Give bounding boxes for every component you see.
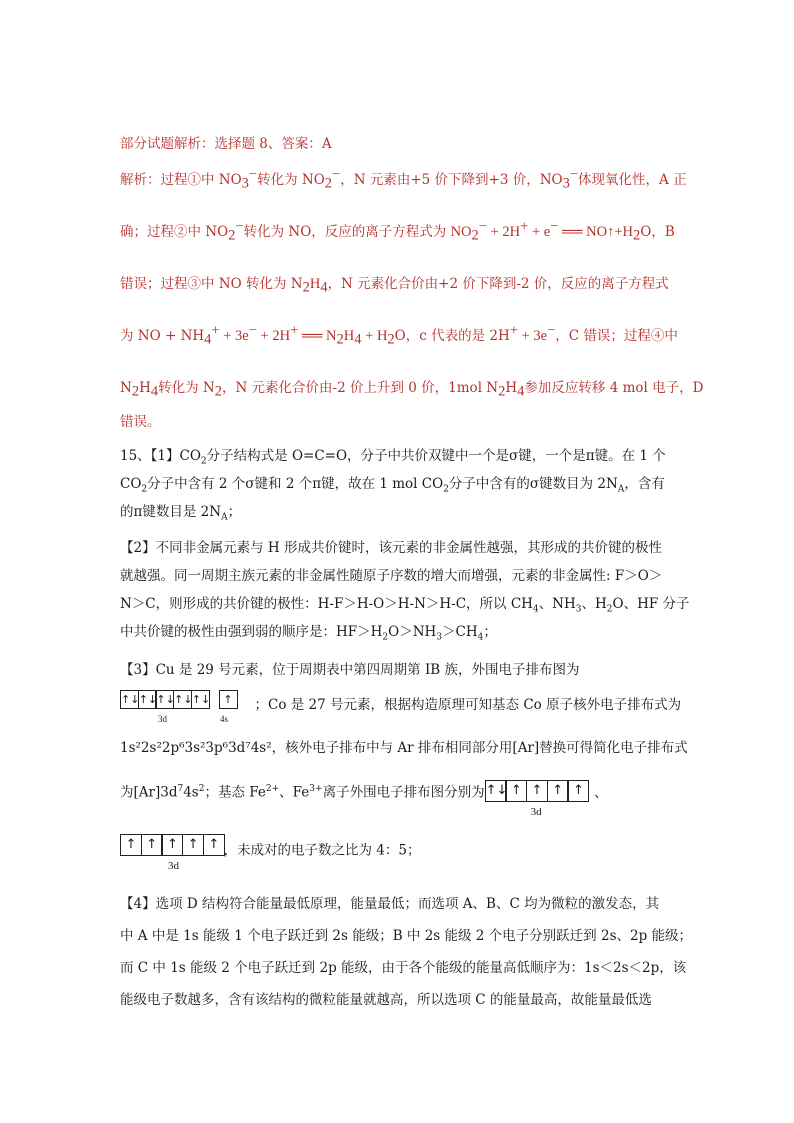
text: ；Co 是 27 号元素，根据构造原理可知基态 Co 原子核外电子排布式为 xyxy=(254,696,682,713)
equation: ══ NO↑+H xyxy=(558,224,634,240)
text: H xyxy=(309,276,321,292)
text: 中 A 中是 1s 能级 1 个电子跃迁到 2s 能级；B 中 2s 能级 2 个电子分别跃迁到 2s、2p 能级； xyxy=(120,928,693,944)
answer-heading xyxy=(120,134,332,154)
text: 为 NO + NH xyxy=(120,328,205,344)
q15-part3-line-3 xyxy=(120,738,688,758)
text: ，N 元素化合价由+2 价下降到-2 价，反应的离子方程式 xyxy=(327,276,669,292)
equation: + 2H xyxy=(256,328,291,344)
orbital-box: ↑↓ xyxy=(155,690,174,709)
analysis-line-6 xyxy=(120,412,161,432)
text: 错误；过程③中 NO 转化为 N xyxy=(120,276,303,292)
orbital-label: 3d xyxy=(530,806,542,818)
text: 【2】不同非金属元素与 H 形成共价键时，该元素的非金属性越强，其形成的共价键的极性 xyxy=(120,540,662,556)
text: H xyxy=(139,380,151,396)
analysis-line-1: 解析：过程①中 $NO_3^-$转化为 $NO_2^-$，N 元素由+5 价下降到+3 价，$NO_3^-$体现氧化性，A 正 xyxy=(120,166,687,192)
text: 解析：过程①中 NO xyxy=(120,172,242,188)
superscript: 3+ xyxy=(309,784,323,794)
text: O，c 代表的是 2H xyxy=(394,328,510,344)
text: 、H xyxy=(581,596,607,612)
equation: ══ N xyxy=(298,328,337,344)
text: 而 C 中 1s 能级 2 个电子跃迁到 2p 能级，由于各个能级的能量高低顺序为：1s＜2s＜2p，该 xyxy=(120,960,687,976)
text: ；基态 Fe xyxy=(204,784,266,801)
orbital-box: ↑ xyxy=(505,780,527,802)
orbital-box: ↑↓ xyxy=(191,690,210,709)
q15-part2-line-2 xyxy=(120,566,662,586)
text: ，N 元素由+5 价下降到+3 价，NO xyxy=(340,172,563,188)
orbital-box: ↑ xyxy=(567,780,589,802)
text: 、NH xyxy=(538,596,576,612)
equation: + H xyxy=(361,328,388,344)
cu-orbital-diagram xyxy=(120,690,236,724)
text: 【3】Cu 是 29 号元素，位于周期表中第四周期第 IB 族，外围电子排布图为 xyxy=(120,662,580,678)
text: N＞C，则形成的共价键的极性：H-F＞H-O＞H-N＞H-C，所以 CH xyxy=(120,596,533,612)
text: ，含有 xyxy=(624,476,665,492)
orbital-box: ↑ xyxy=(161,834,183,856)
equation: + 2H xyxy=(486,224,521,240)
text: O、HF 分子 xyxy=(612,596,690,612)
q15-part1-line-2: $CO_2$分子中含有 2 个σ键和 2 个π键，故在 1 mol $CO_2$分子中含有的σ键数目为 $2N_A$，含有 xyxy=(120,476,665,495)
answer-heading-text: 部分试题解析：选择题 8、答案：A xyxy=(120,136,332,152)
orbital-box: ↑↓ xyxy=(173,690,192,709)
text: ，N 元素化合价由-2 价上升到 0 价，1mol N xyxy=(221,380,499,396)
orbital-label: 3d xyxy=(168,860,179,872)
text: 离子外围电子排布图分别为 xyxy=(322,784,485,801)
equation: + 3e xyxy=(219,328,249,344)
superscript: 2 xyxy=(198,784,205,794)
text: 转化为 NO xyxy=(257,172,325,188)
fe2-orbital-diagram xyxy=(485,780,589,818)
q15-part2-line-3: N＞C，则形成的共价键的极性：H-F＞H-O＞H-N＞H-C，所以 $CH_4$、$NH_3$、$H_2O$、HF 分子 xyxy=(120,596,690,615)
text: 确；过程②中 NO xyxy=(120,224,229,240)
analysis-line-2: 确；过程②中 $NO_2^-$转化为 NO，反应的离子方程式为 $NO_2^- + 2H^+ + e^-$ ══ $NO↑+H_2O$，B xyxy=(120,218,675,244)
q15-part3-line-5 xyxy=(120,834,421,870)
orbital-box: ↑ xyxy=(120,834,142,856)
analysis-line-5: $N_2H_4$转化为 $N_2$，N 元素化合价由-2 价上升到 0 价，1mol $N_2H_4$参加反应转移 4 mol 电子，D xyxy=(120,380,704,400)
text: 4s xyxy=(183,784,199,801)
q15-part3-line-1 xyxy=(120,660,580,680)
q15-part3-line-4 xyxy=(120,776,608,818)
q15-part2-line-4: 中共价键的极性由强到弱的顺序是：$HF>H_2O>NH_3>CH_4$； xyxy=(120,624,497,643)
text: 中共价键的极性由强到弱的顺序是：HF＞H xyxy=(120,624,383,640)
text: ，C 错误；过程④中 xyxy=(555,328,678,344)
text: 错误。 xyxy=(120,414,161,430)
superscript: 2+ xyxy=(265,784,280,794)
q15-part1-line-1: 15、【1】$CO_2$分子结构式是 O=C=O，分子中共价双键中一个是σ键，一个是π键。在 1 个 xyxy=(120,448,666,467)
text: ＞CH xyxy=(442,624,478,640)
orbital-box: ↑ xyxy=(182,834,204,856)
analysis-line-4: 为 NO + $NH_4^+ + 3e^- + 2H^+$ ══ $N_2H_4 + H_2O$，c 代表的是 2H+ + 3e−，C 错误；过程④中 xyxy=(120,322,678,348)
equation: + 3e xyxy=(517,328,548,344)
text: 转化为 N xyxy=(158,380,215,396)
orbital-box: ↑↓ xyxy=(485,780,507,802)
subscript: A xyxy=(617,484,625,495)
text: ，未成对的电子数之比为 4：5； xyxy=(223,842,421,859)
analysis-line-3: 错误；过程③中 NO 转化为 $N_2H_4$，N 元素化合价由+2 价下降到-2 价，反应的离子方程式 xyxy=(120,276,669,296)
text: 分子结构式是 O=C=O，分子中共价双键中一个是σ键，一个是π键。在 1 个 xyxy=(206,448,666,464)
orbital-box: ↑ xyxy=(547,780,569,802)
orbital-box: ↑↓ xyxy=(120,690,139,709)
text: 的π键数目是 2N xyxy=(120,504,222,520)
text: ； xyxy=(483,624,497,640)
orbital-box: ↑ xyxy=(203,834,225,856)
text: 【4】选项 D 结构符合能量最低原理，能量最低；而选项 A、B、C 均为微粒的激发态，其 xyxy=(120,896,660,912)
text: 转化为 NO，反应的离子方程式为 xyxy=(243,224,451,240)
text: O，B xyxy=(640,224,675,240)
superscript: 7 xyxy=(177,784,184,794)
orbital-box: ↑↓ xyxy=(138,690,157,709)
text: 能级电子数越多，含有该结构的微粒能量就越高，所以选项 C 的能量最高，故能量最低选 xyxy=(120,992,652,1008)
equation: + e xyxy=(528,224,551,240)
orbital-box: ↑ xyxy=(141,834,163,856)
orbital-box: ↑ xyxy=(219,690,238,709)
q15-part4-line-1 xyxy=(120,894,659,914)
equation: NO xyxy=(450,224,472,240)
text: ； xyxy=(227,504,242,520)
orbital-label: 3d xyxy=(158,714,167,724)
orbital-box: ↑ xyxy=(526,780,548,802)
text: O＞NH xyxy=(388,624,437,640)
text: 分子中含有的σ键数目为 2N xyxy=(448,476,618,492)
q15-part2-line-1 xyxy=(120,538,662,558)
subscript: A xyxy=(221,512,228,523)
text: 体现氧化性，A 正 xyxy=(578,172,687,188)
text: 就越强。同一周期主族元素的非金属性随原子序数的增大而增强，元素的非金属性: F＞O＞ xyxy=(120,568,663,584)
fe3-orbital-diagram xyxy=(120,834,224,872)
q15-part4-line-3 xyxy=(120,958,686,978)
text: H xyxy=(505,380,518,396)
q15-part1-line-3 xyxy=(120,502,241,522)
text: 15、【1】CO xyxy=(120,448,201,464)
text: 为[Ar]3d xyxy=(120,784,178,801)
text: 参加反应转移 4 mol 电子，D xyxy=(524,380,704,396)
text: CO xyxy=(120,476,142,492)
q15-part4-line-4 xyxy=(120,990,652,1010)
text: 、Fe xyxy=(279,784,310,801)
q15-part3-line-2 xyxy=(120,690,681,722)
equation: H xyxy=(343,328,355,344)
q15-part4-line-2 xyxy=(120,926,692,946)
text: 1s²2s²2p⁶3s²3p⁶3d⁷4s²，核外电子排布中与 Ar 排布相同部分用[Ar]替换可得简化电子排布式 xyxy=(120,740,688,756)
orbital-label: 4s xyxy=(220,714,229,724)
text: N xyxy=(120,380,132,396)
text: 、 xyxy=(594,784,608,801)
text: 分子中含有 2 个σ键和 2 个π键，故在 1 mol CO xyxy=(147,476,444,492)
